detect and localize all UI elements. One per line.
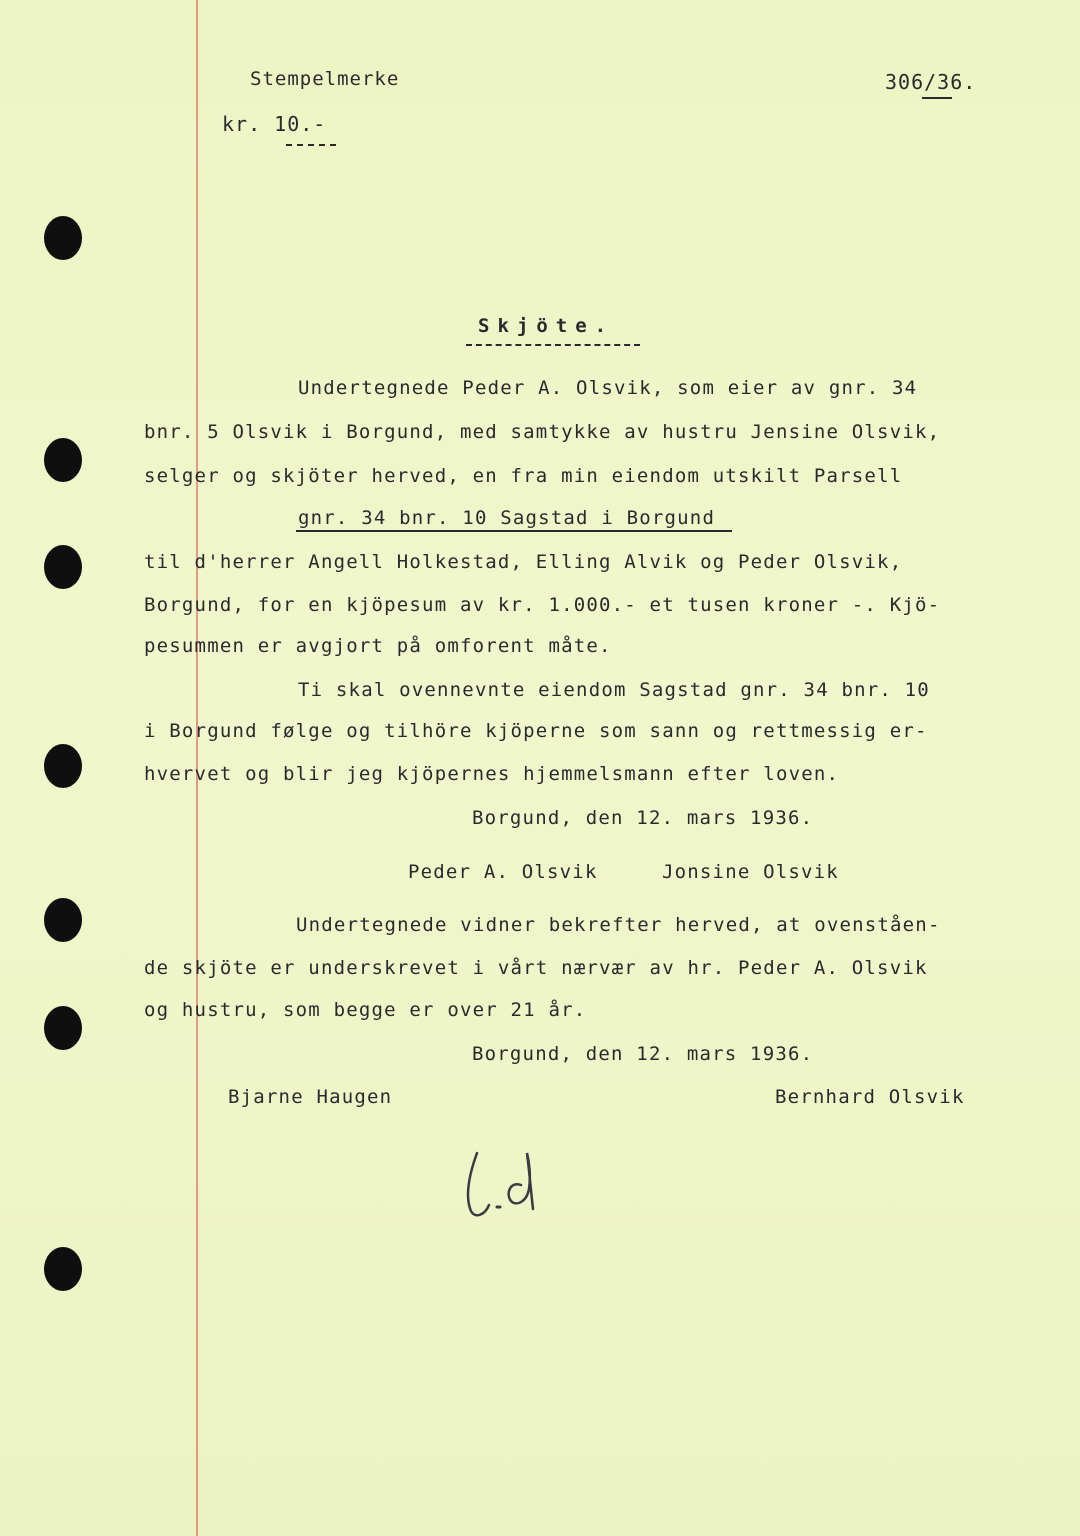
property-reference: gnr. 34 bnr. 10 Sagstad i Borgund — [298, 507, 716, 529]
stamp-underline — [286, 144, 336, 146]
body-line: hvervet og blir jeg kjöpernes hjemmelsmann efter loven. — [144, 763, 840, 785]
place-date: Borgund, den 12. mars 1936. — [472, 807, 814, 829]
body-line: i Borgund følge og tilhöre kjöperne som sann og rettmessig er- — [144, 720, 928, 742]
handwritten-initials — [455, 1145, 565, 1225]
binder-hole — [44, 216, 82, 260]
body-line: pesummen er avgjort på omforent måte. — [144, 635, 612, 657]
body-line: bnr. 5 Olsvik i Borgund, med samtykke av hustru Jensine Olsvik, — [144, 421, 941, 443]
signature-spouse: Jonsine Olsvik — [662, 861, 839, 883]
property-underline — [296, 530, 732, 532]
binder-hole — [44, 545, 82, 589]
body-line: Undertegnede Peder A. Olsvik, som eier av gnr. 34 — [298, 377, 918, 399]
witness-signature: Bernhard Olsvik — [775, 1086, 965, 1108]
document-title: Skjöte. — [478, 315, 615, 337]
body-line: Undertegnede vidner bekrefter herved, at ovenståen- — [296, 914, 941, 936]
binder-hole — [44, 1006, 82, 1050]
document-number: 306/36. — [885, 70, 977, 94]
title-underline — [466, 344, 640, 346]
stamp-label: Stempelmerke — [250, 68, 400, 90]
place-date: Borgund, den 12. mars 1936. — [472, 1043, 814, 1065]
body-line: de skjöte er underskrevet i vårt nærvær av hr. Peder A. Olsvik — [144, 957, 928, 979]
binder-hole — [44, 1247, 82, 1291]
signature-seller: Peder A. Olsvik — [408, 861, 598, 883]
body-line: Ti skal ovennevnte eiendom Sagstad gnr. 34 bnr. 10 — [298, 679, 930, 701]
binder-hole — [44, 438, 82, 482]
witness-signature: Bjarne Haugen — [228, 1086, 393, 1108]
binder-hole — [44, 898, 82, 942]
doc-number-underline — [922, 97, 952, 99]
stamp-value: kr. 10.- — [222, 112, 327, 136]
body-line: selger og skjöter herved, en fra min eiendom utskilt Parsell — [144, 465, 903, 487]
body-line: og hustru, som begge er over 21 år. — [144, 999, 587, 1021]
binder-hole — [44, 744, 82, 788]
body-line: Borgund, for en kjöpesum av kr. 1.000.- et tusen kroner -. Kjö- — [144, 594, 941, 616]
body-line: til d'herrer Angell Holkestad, Elling Alvik og Peder Olsvik, — [144, 551, 903, 573]
